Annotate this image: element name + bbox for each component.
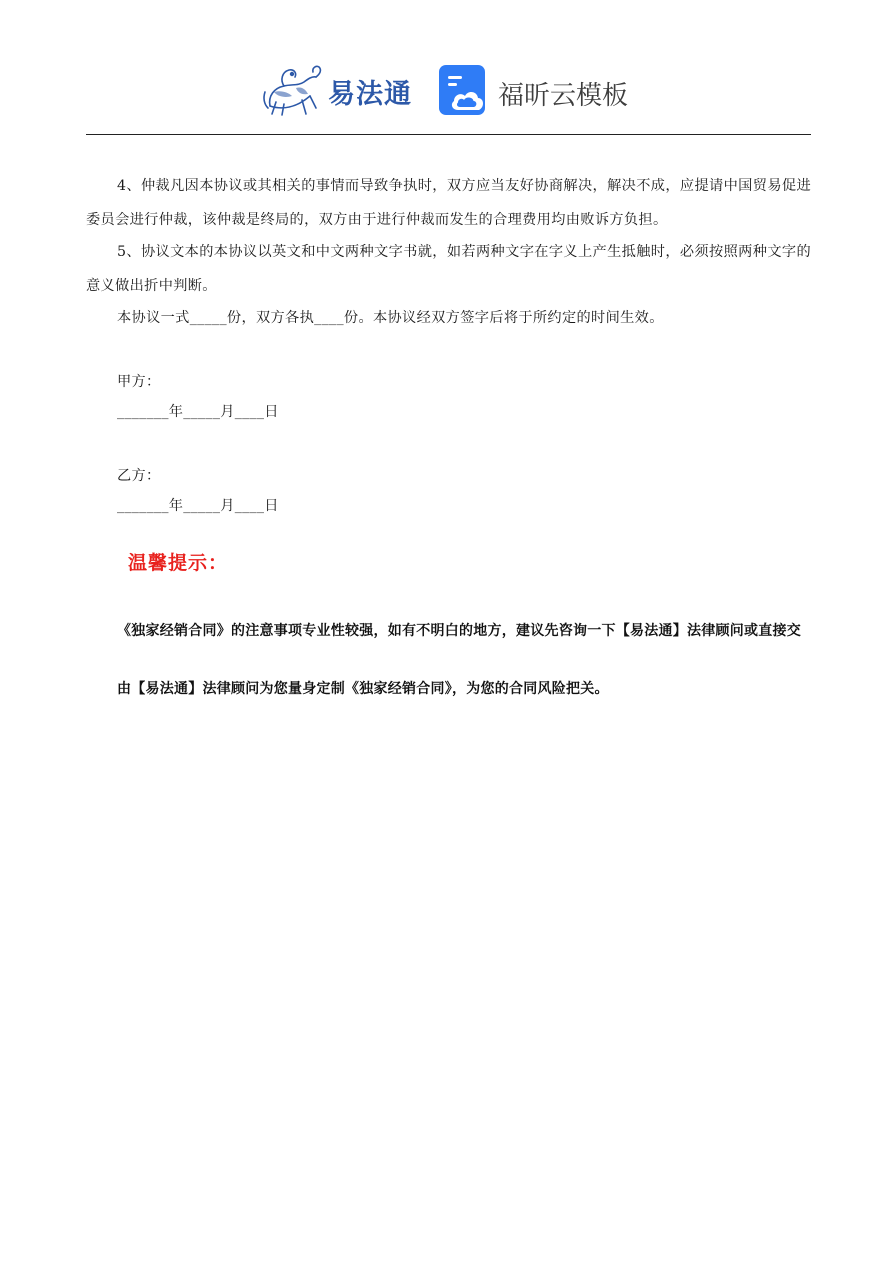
clause-5-paragraph: 5、协议文本的本协议以英文和中文两种文字书就，如若两种文字在字义上产生抵触时，必须按照两种文字的意义做出折中判断。 xyxy=(86,244,811,294)
qilin-emblem-icon xyxy=(262,62,328,118)
header-divider xyxy=(86,134,811,135)
party-b-label: 乙方： xyxy=(117,468,161,484)
page-header xyxy=(0,58,893,122)
fuxin-logo xyxy=(438,64,638,118)
cloud-document-icon xyxy=(438,64,490,116)
fuxin-logo-text: 福昕云模板 xyxy=(498,81,629,111)
party-b-date-line: _______年_____月____日 xyxy=(117,498,279,514)
yifatong-logo xyxy=(262,62,418,118)
party-a-date-line: _______年_____月____日 xyxy=(117,404,279,420)
clause-4-paragraph: 4、仲裁凡因本协议或其相关的事情而导致争执时，双方应当友好协商解决，解决不成，应提请中国贸易促进委员会进行仲裁，该仲裁是终局的，双方由于进行仲裁而发生的合理费用均由败诉方负担。 xyxy=(86,178,811,228)
copies-paragraph: 本协议一式_____份，双方各执____份。本协议经双方签字后将于所约定的时间生效。 xyxy=(117,310,664,326)
tip-body: 《独家经销合同》的注意事项专业性较强，如有不明白的地方，建议先咨询一下【易法通】法律顾问或直接交由【易法通】法律顾问为您量身定制《独家经销合同》，为您的合同风险把关。 xyxy=(117,623,801,697)
yifatong-logo-text: 易法通 xyxy=(328,79,412,110)
party-a-label: 甲方： xyxy=(117,374,161,390)
tip-title: 温馨提示： xyxy=(128,552,229,574)
